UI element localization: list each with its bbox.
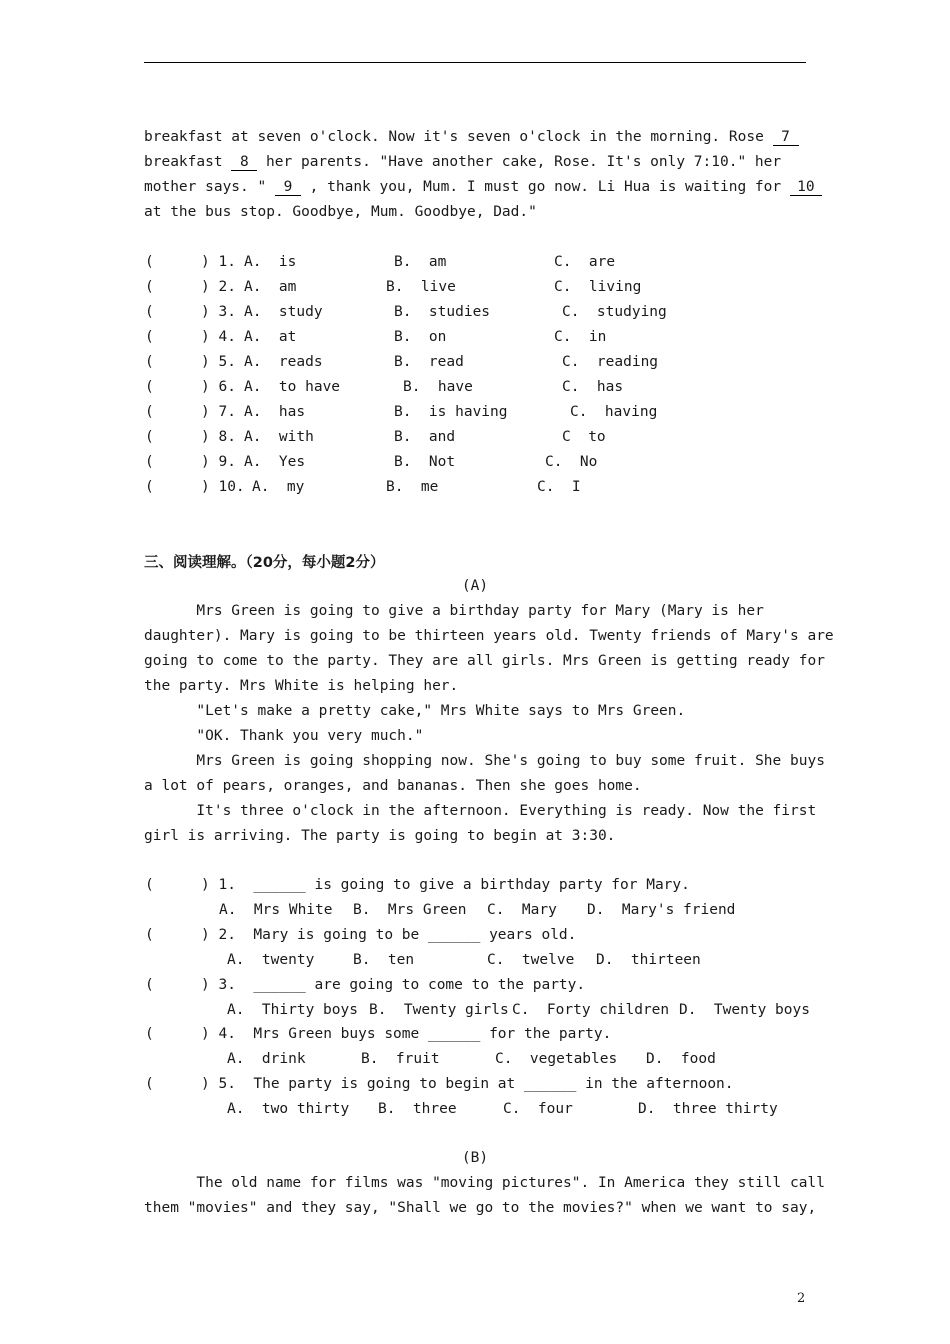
passage-b-line: The old name for films was "moving pictures". In America they still call xyxy=(144,1175,825,1191)
passage-line: breakfast 8 her parents. "Have another cake, Rose. It's only 7:10." her xyxy=(144,154,782,170)
question-number: ) 10. xyxy=(201,479,245,495)
passage-line: mother says. " 9 , thank you, Mum. I must go now. Li Hua is waiting for 10 xyxy=(144,178,822,196)
passage-a-line: going to come to the party. They are all girls. Mrs Green is getting ready for xyxy=(144,653,825,669)
option-b: B. studies xyxy=(394,304,491,320)
option-c: C. Mary xyxy=(487,902,557,918)
option-c: C. four xyxy=(503,1101,573,1117)
answer-paren: ( xyxy=(145,1076,154,1092)
blank-8: 8 xyxy=(231,155,257,171)
option-a: A. to have xyxy=(244,379,341,395)
question-stem: ) 3. ______ are going to come to the party. xyxy=(201,977,586,993)
option-b: B. and xyxy=(394,429,456,445)
passage-a-line: a lot of pears, oranges, and bananas. Then she goes home. xyxy=(144,778,642,794)
option-c: C. are xyxy=(554,254,616,270)
option-b: B. three xyxy=(378,1101,457,1117)
question-number: ) 2. xyxy=(201,279,236,295)
answer-paren: ( xyxy=(145,304,154,320)
passage-line: breakfast at seven o'clock. Now it's seven o'clock in the morning. Rose 7 xyxy=(144,128,799,146)
option-a: A. two thirty xyxy=(227,1101,350,1117)
answer-paren: ( xyxy=(145,454,154,470)
option-c: C. living xyxy=(554,279,642,295)
option-d: D. Twenty boys xyxy=(679,1002,810,1018)
answer-paren: ( xyxy=(145,279,154,295)
question-number: ) 1. xyxy=(201,254,236,270)
answer-paren: ( xyxy=(145,429,154,445)
option-c: C. twelve xyxy=(487,952,575,968)
option-b: B. live xyxy=(386,279,456,295)
option-b: B. Twenty girls xyxy=(369,1002,509,1018)
option-d: D. three thirty xyxy=(638,1101,778,1117)
passage-a-line: Mrs Green is going shopping now. She's going to buy some fruit. She buys xyxy=(144,753,825,769)
question-number: ) 3. xyxy=(201,304,236,320)
answer-paren: ( xyxy=(145,479,154,495)
option-a: A. is xyxy=(244,254,297,270)
passage-a-line: girl is arriving. The party is going to begin at 3:30. xyxy=(144,828,616,844)
option-b: B. am xyxy=(394,254,447,270)
option-b: B. is having xyxy=(394,404,508,420)
answer-paren: ( xyxy=(145,329,154,345)
option-b: B. Not xyxy=(394,454,456,470)
passage-b-line: them "movies" and they say, "Shall we go to the movies?" when we want to say, xyxy=(144,1200,817,1216)
passage-a-line: the party. Mrs White is helping her. xyxy=(144,678,459,694)
answer-paren: ( xyxy=(145,877,154,893)
blank-9: 9 xyxy=(275,180,301,196)
option-a: A. at xyxy=(244,329,297,345)
option-c: C. having xyxy=(570,404,658,420)
option-c: C. vegetables xyxy=(495,1051,618,1067)
passage-a-line: Mrs Green is going to give a birthday party for Mary (Mary is her xyxy=(144,603,764,619)
option-a: A. Yes xyxy=(244,454,306,470)
option-d: D. food xyxy=(646,1051,716,1067)
question-number: ) 6. xyxy=(201,379,236,395)
passage-a-line: "Let's make a pretty cake," Mrs White says to Mrs Green. xyxy=(144,703,686,719)
passage-b-title: (B) xyxy=(461,1150,489,1166)
answer-paren: ( xyxy=(145,927,154,943)
section-heading: 三、阅读理解。（20分，每小题2分） xyxy=(144,555,385,571)
option-a: A. am xyxy=(244,279,297,295)
option-b: B. Mrs Green xyxy=(353,902,467,918)
option-c: C. No xyxy=(545,454,598,470)
page-number: 2 xyxy=(797,1291,806,1306)
question-number: ) 4. xyxy=(201,329,236,345)
answer-paren: ( xyxy=(145,1026,154,1042)
question-stem: ) 4. Mrs Green buys some ______ for the party. xyxy=(201,1026,612,1042)
option-b: B. me xyxy=(386,479,439,495)
blank-7: 7 xyxy=(773,130,799,146)
answer-paren: ( xyxy=(145,354,154,370)
option-b: B. on xyxy=(394,329,447,345)
answer-paren: ( xyxy=(145,254,154,270)
question-stem: ) 1. ______ is going to give a birthday party for Mary. xyxy=(201,877,690,893)
option-a: A. twenty xyxy=(227,952,315,968)
option-c: C. has xyxy=(562,379,624,395)
passage-line: at the bus stop. Goodbye, Mum. Goodbye, Dad." xyxy=(144,204,537,220)
question-stem: ) 5. The party is going to begin at ______ in the afternoon. xyxy=(201,1076,734,1092)
option-d: D. Mary's friend xyxy=(587,902,736,918)
passage-a-title: (A) xyxy=(461,578,489,594)
option-d: D. thirteen xyxy=(596,952,701,968)
passage-a-line: daughter). Mary is going to be thirteen years old. Twenty friends of Mary's are xyxy=(144,628,834,644)
option-a: A. study xyxy=(244,304,323,320)
passage-a-line: "OK. Thank you very much." xyxy=(144,728,424,744)
option-a: A. Thirty boys xyxy=(227,1002,358,1018)
answer-paren: ( xyxy=(145,977,154,993)
question-number: ) 5. xyxy=(201,354,236,370)
passage-a-line: It's three o'clock in the afternoon. Everything is ready. Now the first xyxy=(144,803,817,819)
option-b: B. have xyxy=(403,379,473,395)
option-a: A. with xyxy=(244,429,314,445)
option-c: C. I xyxy=(537,479,581,495)
option-c: C to xyxy=(562,429,606,445)
blank-10: 10 xyxy=(790,180,822,196)
question-number: ) 7. xyxy=(201,404,236,420)
option-c: C. reading xyxy=(562,354,659,370)
answer-paren: ( xyxy=(145,404,154,420)
header-rule xyxy=(144,62,806,63)
question-stem: ) 2. Mary is going to be ______ years old. xyxy=(201,927,577,943)
question-number: ) 9. xyxy=(201,454,236,470)
option-b: B. fruit xyxy=(361,1051,440,1067)
option-a: A. reads xyxy=(244,354,323,370)
option-c: C. studying xyxy=(562,304,667,320)
option-a: A. Mrs White xyxy=(219,902,333,918)
option-a: A. drink xyxy=(227,1051,306,1067)
option-c: C. in xyxy=(554,329,607,345)
option-b: B. read xyxy=(394,354,464,370)
option-a: A. has xyxy=(244,404,306,420)
option-a: A. my xyxy=(252,479,305,495)
answer-paren: ( xyxy=(145,379,154,395)
question-number: ) 8. xyxy=(201,429,236,445)
option-b: B. ten xyxy=(353,952,415,968)
option-c: C. Forty children xyxy=(512,1002,670,1018)
